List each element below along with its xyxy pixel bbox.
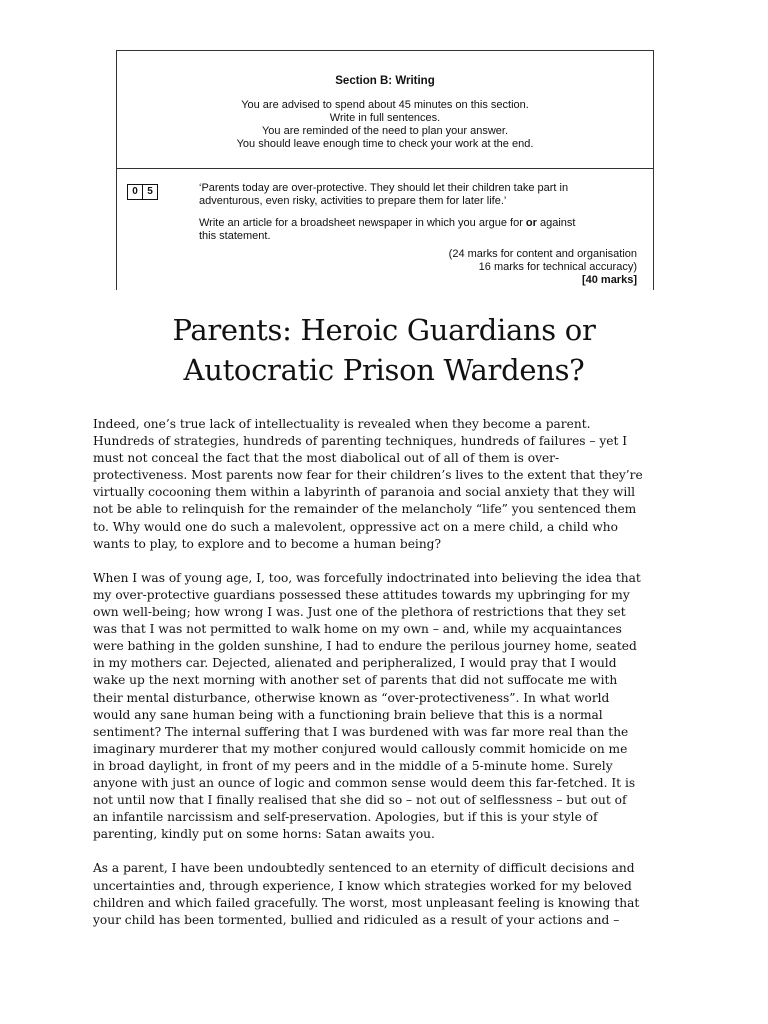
article-title [60, 310, 708, 390]
paragraph-line: their mental disturbance, otherwise known as “over-protectiveness”. In what world [93, 690, 610, 705]
paragraph-line: would any sane human being with a functioning brain believe that this is a normal [93, 707, 603, 722]
paragraph-line: to. Why would one do such a malevolent, oppressive act on a mere child, a child who [93, 519, 618, 534]
question-number-digit: 5 [142, 185, 157, 199]
title-line: Parents: Heroic Guardians or [172, 313, 596, 347]
paragraph-line: were bathing in the golden sunshine, I had to endure the perilous journey home, seated [93, 639, 637, 654]
paragraph-line: wants to play, to explore and to become a human being? [93, 536, 442, 551]
article-body [93, 416, 683, 946]
paragraph-line: sentiment? The internal suffering that I was burdened with was far more real than the [93, 724, 629, 739]
paragraph-line: anyone with just an ounce of logic and common sense would deem this far-fetched. It is [93, 775, 636, 790]
instruction-line: Write in full sentences. [329, 112, 441, 124]
paragraph-line: wake up the next morning with another set of parents that did not suffocate me with [93, 673, 618, 688]
instruction-line: You are advised to spend about 45 minutes on this section. [241, 99, 529, 111]
article-paragraph [93, 570, 683, 844]
paragraph-line: not until now that I finally realised that she did so – not out of selflessness – but out of [93, 793, 627, 808]
paragraph-line: children and which failed gracefully. The worst, most unpleasant feeling is knowing that [93, 895, 640, 910]
section-heading: Section B: Writing [335, 75, 435, 87]
article-paragraph [93, 416, 683, 553]
exam-section-header [117, 51, 653, 169]
paragraph-line: my over-protective guardians possessed these attitudes towards my upbringing for my [93, 587, 630, 602]
paragraph-line: virtually cocooning them within a labyrinth of paranoia and social anxiety that they will [93, 485, 636, 500]
paragraph-line: Hundreds of strategies, hundreds of parenting techniques, hundreds of failures – yet I [93, 434, 628, 449]
question-task-line: Write an article for a broadsheet newspaper in which you argue for or against [199, 217, 576, 229]
paragraph-line: in my mothers car. Dejected, alienated and peripheralized, I would pray that I would [93, 656, 617, 671]
paragraph-line: When I was of young age, I, too, was forcefully indoctrinated into believing the idea that [93, 570, 641, 585]
marks-content: (24 marks for content and organisation [448, 248, 637, 260]
task-emphasis: or [525, 217, 537, 229]
paragraph-line: not be able to relinquish for the remainder of the melancholy “life” you sentenced them [93, 502, 637, 517]
question-number-digit: 0 [132, 186, 138, 197]
exam-question [117, 168, 653, 291]
marks-accuracy: 16 marks for technical accuracy) [478, 261, 637, 273]
instruction-line: You are reminded of the need to plan your answer. [261, 125, 509, 137]
paragraph-line: must not conceal the fact that the most diabolical out of all of them is over- [93, 451, 560, 466]
question-number-box [127, 184, 158, 200]
question-task-line: this statement. [199, 230, 271, 242]
paragraph-line: your child has been tormented, bullied and ridiculed as a result of your actions and – [93, 912, 620, 927]
paragraph-line: in broad daylight, in front of my peers and in the middle of a 5-minute home. Surely [93, 758, 613, 773]
paragraph-line: As a parent, I have been undoubtedly sentenced to an eternity of difficult decisions and [93, 861, 635, 876]
paragraph-line: was that I was not permitted to walk home on my own – and, while my acquaintances [93, 622, 622, 637]
paragraph-line: own well-being; how wrong I was. Just one of the plethora of restrictions that they set [93, 605, 626, 620]
instruction-line: You should leave enough time to check your work at the end. [236, 138, 534, 150]
paragraph-line: uncertainties and, through experience, I know which strategies worked for my beloved [93, 878, 632, 893]
article-paragraph [93, 860, 683, 928]
marks-total: [40 marks] [581, 274, 637, 286]
paragraph-line: Indeed, one’s true lack of intellectuality is revealed when they become a parent. [93, 417, 591, 431]
question-statement-line: ‘Parents today are over-protective. They should let their children take part in [199, 182, 569, 194]
paragraph-line: parenting, kindly put on some horns: Satan awaits you. [93, 827, 435, 842]
exam-question-box [116, 50, 654, 290]
paragraph-line: protectiveness. Most parents now fear for their children’s lives to the extent that they’re [93, 468, 643, 483]
question-statement-line: adventurous, even risky, activities to prepare them for later life.’ [199, 195, 507, 207]
paragraph-line: an infantile narcissism and self-preservation. Apologies, but if this is your style of [93, 810, 598, 825]
paragraph-line: imaginary murderer that my mother conjured would callously commit homicide on me [93, 741, 628, 756]
title-line: Autocratic Prison Wardens? [183, 353, 585, 387]
